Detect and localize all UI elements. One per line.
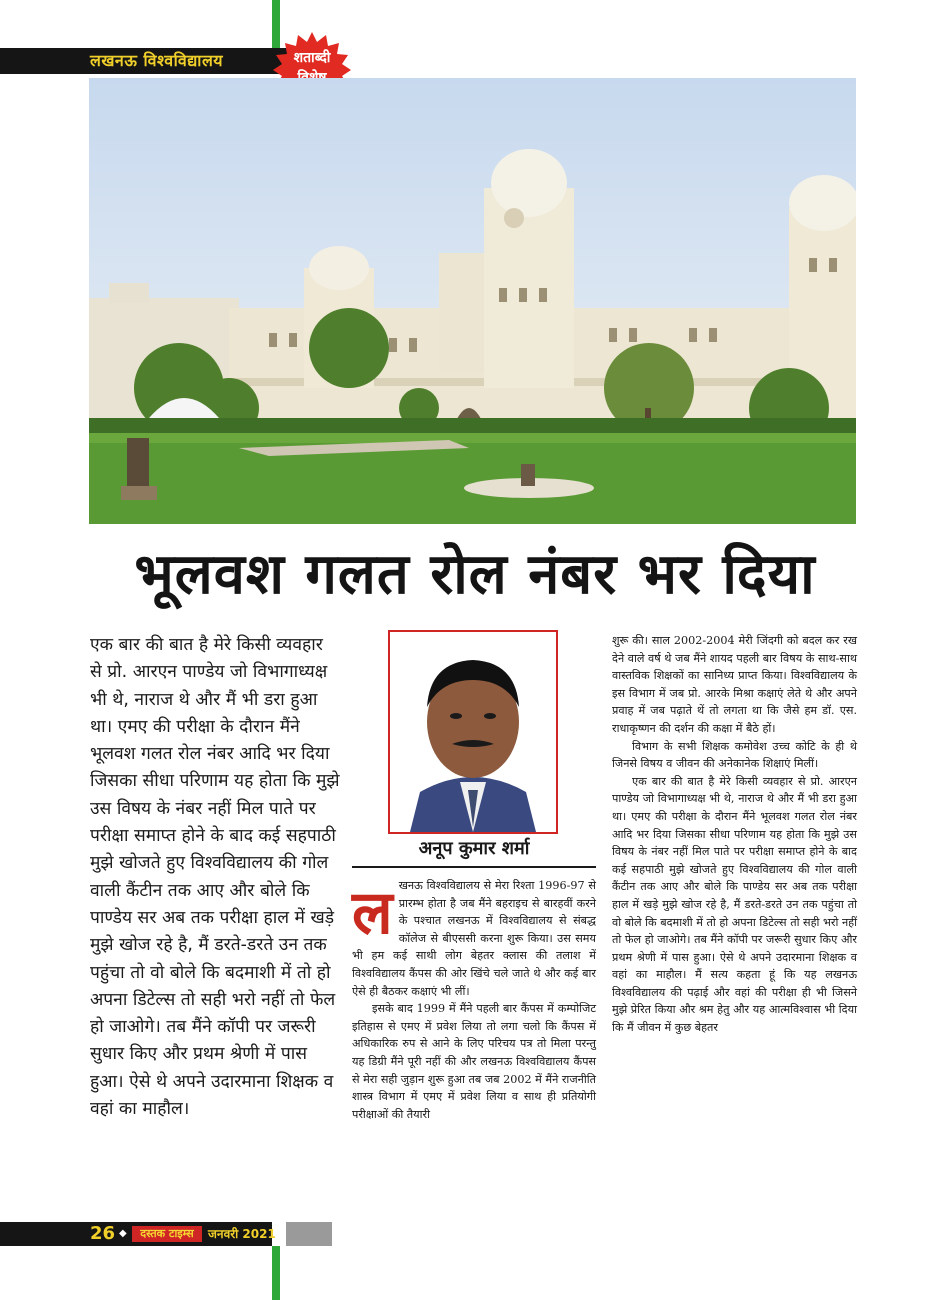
article-column-right (612, 632, 857, 1037)
university-building-photo (89, 78, 856, 524)
paragraph: इसके बाद 1999 में मैंने पहली बार कैंपस में कम्पोजिट इतिहास से एमए में प्रवेश लिया तो लगा चलो कि कैंपस में अधिकारिक रुप से आने के लिए परिचय पत्र तो मिला परन्तु यह डिग्री मैंने पूरी नहीं की और लखनऊ विश्वविद्यालय कैंपस से मेरा सही जुड़ान शुरू हुआ तब जब 2002 में मैंने राजनीति शास्त्र विभाग में एमए में प्रवेश लिया व साथ ही प्रतियोगी परीक्षाओं की तैयारी (352, 1002, 596, 1121)
issue-date: जनवरी 2021 (208, 1227, 276, 1241)
page-number: 26 (90, 1223, 116, 1244)
author-portrait (388, 630, 558, 834)
diamond-separator-icon: ◆ (119, 1228, 127, 1239)
paragraph: एक बार की बात है मेरे किसी व्यवहार से प्रो. आरएन पाण्डेय जो विभागाध्यक्ष भी थे, नाराज थे और मैं भी डरा हुआ था। एमए की परीक्षा के दौरान मैंने भूलवश गलत रोल नंबर आदि भर दिया जिसका सीधा परिणाम यह होता कि मुझे उस विषय के नंबर नहीं मिल पाते पर परीक्षा समाप्त होने के बाद कई सहपाठी मुझे खोजते हुए विश्वविद्यालय की गोल वाली कैंटीन तक आए और बोले कि पाण्डेय सर अब तक परीक्षा हाल में खड़े मुझे खोज रहे है, मैं डरते-डरते उन तक पहुंचा तो वो बोले कि बदमाशी में तो हो अपना डिटेल्स तो सही भरो नहीं तो फेल हो जाओगे। तब मैंने कॉपी पर जरूरी सुधार किए और प्रथम श्रेणी में पास हुआ। ऐसे थे अपने उदारमाना शिक्षक व वहां का माहौल। मैं सत्य कहता हूं कि यह लखनऊ विश्वविद्यालय की पढ़ाई और वहां की परीक्षा ही भी जिसने मुझे प्रेरित किया और श्रम हेतु और यह आत्मविश्वास भी दिया कि मैं जीवन में कुछ बेहतर (612, 774, 857, 1035)
magazine-logo: दस्तक टाइम्स (132, 1226, 202, 1242)
paragraph: खनऊ विश्वविद्यालय से मेरा रिश्ता 1996-97 से प्रारम्भ होता है जब मैंने बहराइच से बारहवीं करने के पश्चात लखनऊ में विश्वविद्यालय से संबद्ध कॉलेज से बीएससी करना शुरू किया। उस समय भी हम कई साथी लोग बेहतर क्लास की तलाश में विश्वविद्यालय कैंपस की ओर खिंचे चले जाते थे और कई बार ऐसे ही बैठकर कक्षाएं भी लीं। (352, 879, 596, 998)
author-divider (352, 866, 596, 868)
paragraph: शुरू की। साल 2002-2004 मेरी जिंदगी को बदल कर रख देने वाले वर्ष थे जब मैंने शायद पहली बार विषय के साथ-साथ वास्तविक शिक्षकों का सानिध्य प्राप्त किया। विश्वविद्यालय के इस विभाग में जब प्रो. आरके मिश्रा कक्षाएं लेते थे और अपने प्रवाह में जब पढ़ाते थें तो लगता था कि जैसे हम डॉ. एस. राधाकृष्णन की दर्शन की कक्षा में बैठे हों। (612, 634, 857, 735)
author-name: अनूप कुमार शर्मा (418, 838, 530, 859)
pullquote-column (90, 632, 340, 1123)
footer-gray-block (286, 1222, 332, 1246)
section-name: लखनऊ विश्वविद्यालय (90, 51, 224, 70)
pullquote-text: एक बार की बात है मेरे किसी व्यवहार से प्रो. आरएन पाण्डेय जो विभागाध्यक्ष भी थे, नाराज थे और मैं भी डरा हुआ था। एमए की परीक्षा के दौरान मैंने भूलवश गलत रोल नंबर आदि भर दिया जिसका सीधा परिणाम यह होता कि मुझे उस विषय के नंबर नहीं मिल पाते पर परीक्षा समाप्त होने के बाद कई सहपाठी मुझे खोजते हुए विश्वविद्यालय की गोल वाली कैंटीन तक आए और बोले कि पाण्डेय सर अब तक परीक्षा हाल में खड़े मुझे खोज रहे है, मैं डरते-डरते उन तक पहुंचा तो वो बोले कि बदमाशी में तो हो अपना डिटेल्स तो सही भरो नहीं तो फेल हो जाओगे। तब मैंने कॉपी पर जरूरी सुधार किए और प्रथम श्रेणी में पास हुआ। ऐसे थे अपने उदारमाना शिक्षक व वहां का माहौल। (90, 635, 340, 1120)
article-headline: भूलवश गलत रोल नंबर भर दिया (134, 542, 816, 607)
article-column-middle (352, 877, 596, 1123)
green-accent-bar-bottom (272, 1246, 280, 1300)
paragraph: विभाग के सभी शिक्षक कमोवेश उच्च कोटि के ही थे जिनसे विषय व जीवन की अनेकानेक शिक्षाएं मिलीं। (612, 739, 857, 771)
drop-cap: ल (352, 878, 393, 948)
badge-line-1: शताब्दी (293, 50, 331, 66)
